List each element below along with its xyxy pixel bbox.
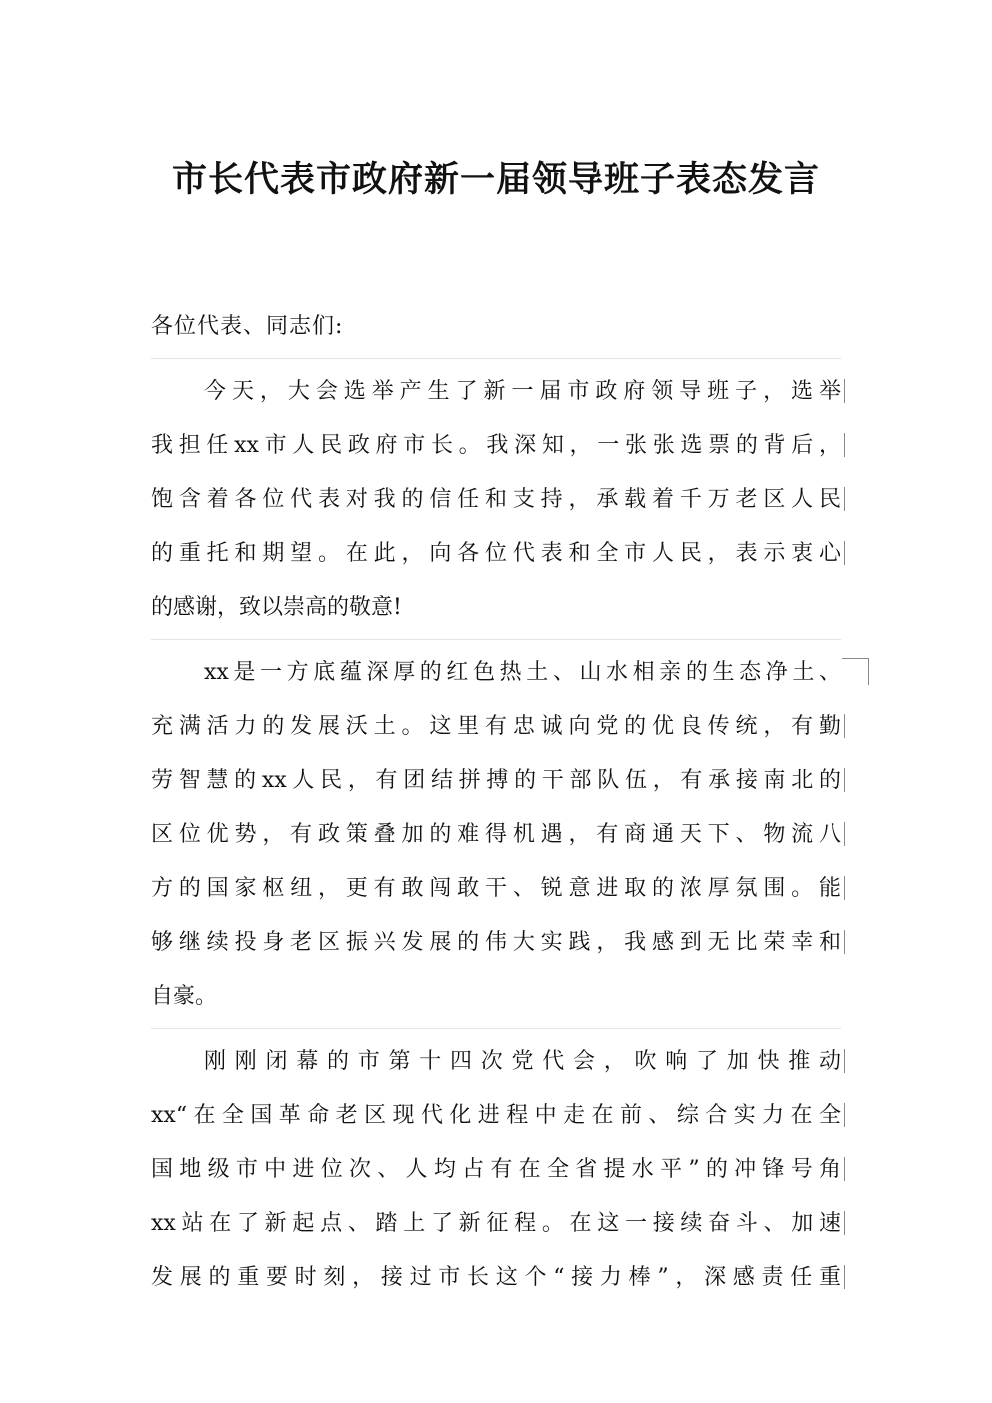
paragraph-line: 充满活力的发展沃土。这里有忠诚向党的优良传统，有勤 bbox=[151, 700, 841, 754]
paragraph-line: 够继续投身老区振兴发展的伟大实践，我感到无比荣幸和 bbox=[151, 916, 841, 970]
paragraph-2 bbox=[151, 640, 841, 1029]
paragraph-line: xx是一方底蕴深厚的红色热土、山水相亲的生态净土、 bbox=[151, 646, 841, 700]
paragraph-line: 方的国家枢纽，更有敢闯敢干、锐意进取的浓厚氛围。能 bbox=[151, 862, 841, 916]
paragraph-line: 今天，大会选举产生了新一届市政府领导班子，选举 bbox=[151, 365, 841, 419]
paragraph-3 bbox=[151, 1029, 841, 1309]
paragraph-line: xx“在全国革命老区现代化进程中走在前、综合实力在全 bbox=[151, 1089, 841, 1143]
document-title: 市长代表市政府新一届领导班子表态发言 bbox=[171, 159, 820, 200]
paragraph-1 bbox=[151, 359, 841, 640]
paragraph-line: 国地级市中进位次、人均占有在全省提水平”的冲锋号角 bbox=[151, 1143, 841, 1197]
paragraph-line: 劳智慧的xx人民，有团结拼搏的干部队伍，有承接南北的 bbox=[151, 754, 841, 808]
paragraph-line: 的感谢，致以崇高的敬意! bbox=[151, 595, 402, 620]
paragraph-line: 区位优势，有政策叠加的难得机遇，有商通天下、物流八 bbox=[151, 808, 841, 862]
paragraph-line: 自豪。 bbox=[151, 984, 218, 1009]
paragraph-line: xx站在了新起点、踏上了新征程。在这一接续奋斗、加速 bbox=[151, 1197, 841, 1251]
paragraph-line: 饱含着各位代表对我的信任和支持，承载着千万老区人民 bbox=[151, 473, 841, 527]
paragraph-line: 刚刚闭幕的市第十四次党代会，吹响了加快推动 bbox=[151, 1035, 841, 1089]
document-body bbox=[151, 300, 841, 1309]
paragraph-line: 的重托和期望。在此，向各位代表和全市人民，表示衷心 bbox=[151, 527, 841, 581]
paragraph-line: 我担任xx市人民政府市长。我深知，一张张选票的背后， bbox=[151, 419, 841, 473]
salutation: 各位代表、同志们: bbox=[151, 300, 841, 359]
paragraph-line: 发展的重要时刻，接过市长这个“接力棒”，深感责任重 bbox=[151, 1251, 841, 1305]
